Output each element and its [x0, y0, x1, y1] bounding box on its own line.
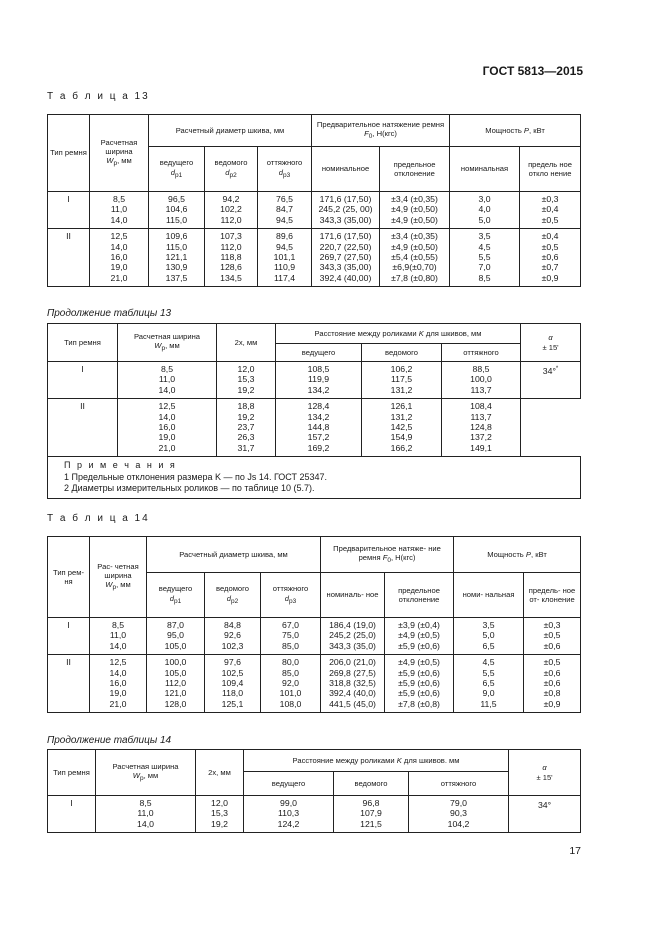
table-cell: 92,0 [261, 678, 321, 688]
col-power-limit: предель- ное от- клонение [524, 573, 581, 618]
table-cell: 128,4 [276, 399, 362, 412]
table-cell: 245,2 (25,0) [321, 630, 385, 640]
table-cell: 119,9 [276, 374, 362, 384]
table-cell: 19,0 [118, 432, 217, 442]
table-cell: 343,3 (35,00) [312, 262, 380, 272]
table-cell: 14,0 [90, 641, 147, 655]
table-cell: ±3,4 (±0,35) [380, 192, 450, 205]
col-power-group: Мощность P, кВт [450, 115, 581, 147]
table-cell: 11,0 [90, 630, 147, 640]
table-cell: 392,4 (40,00) [312, 273, 380, 287]
table-row [48, 678, 581, 688]
table-cell: 108,0 [261, 699, 321, 713]
alpha-cell: 34°* [521, 362, 581, 399]
table-cell: 8,5 [90, 192, 149, 205]
table-cell: 21,0 [90, 273, 149, 287]
table-cell: 92,6 [205, 630, 261, 640]
col-driven: ведомого [362, 344, 442, 362]
col-tension-limit: предельное отклонение [385, 573, 454, 618]
col-tension-nominal: номиналь- ное [321, 573, 385, 618]
table-cell: ±4,9 (±0,50) [380, 215, 450, 229]
table-cell: 108,5 [276, 362, 362, 375]
table-row [48, 412, 581, 422]
table-cell: 9,0 [454, 688, 524, 698]
table-cell: 245,2 (25, 00) [312, 204, 380, 214]
table-cell: 99,0 [244, 796, 334, 809]
table-cell: 19,0 [90, 688, 147, 698]
table-row [48, 699, 581, 713]
table-cell: 5,0 [450, 215, 520, 229]
col-diameter-group: Расчетный диаметр шкива, мм [149, 115, 312, 147]
table-cell: 14,0 [118, 412, 217, 422]
table-cell: ±0,7 [520, 262, 581, 272]
table13-group-2 [48, 229, 581, 287]
table-cell: 3,5 [450, 229, 520, 242]
table-cell: 124,8 [442, 422, 521, 432]
table-cell: ±0,6 [524, 678, 581, 688]
col-driven: ведомого dр2 [205, 573, 261, 618]
table-cell: ±6,9(±0,70) [380, 262, 450, 272]
col-width: Расчетная ширина Wp, мм [118, 324, 217, 362]
table-cell: 5,5 [450, 252, 520, 262]
table-cell: ±7,8 (±0,8) [385, 699, 454, 713]
table-cell: ±5,9 (±0,6) [385, 678, 454, 688]
table-cell: 79,0 [409, 796, 509, 809]
col-alpha: α ± 15' [521, 324, 581, 362]
col-2x: 2x, мм [196, 750, 244, 796]
belt-type-cell: II [48, 655, 90, 713]
col-driving: ведущего dр1 [149, 147, 205, 192]
table-row [48, 618, 581, 631]
table-cell: 112,0 [205, 215, 258, 229]
col-belt-type: Тип ремня [48, 750, 96, 796]
col-distance-group: Расстояние между роликами K для шкивов. мм [244, 750, 509, 772]
table13-group-1 [48, 192, 581, 229]
table-cell: ±0,5 [520, 215, 581, 229]
table-cell: 94,5 [258, 215, 312, 229]
table-cell: ±4,9 (±0,50) [380, 242, 450, 252]
table13-continuation-caption: Продолжение таблицы 13 [47, 308, 172, 319]
table-cell: 67,0 [261, 618, 321, 631]
belt-type-cell: I [48, 618, 90, 655]
col-driven: ведомого dр2 [205, 147, 258, 192]
col-width: Расчетная ширина Wp, мм [90, 115, 149, 192]
col-power-limit: предель ное откло нение [520, 147, 581, 192]
table-cell: ±4,9 (±0,5) [385, 655, 454, 668]
table-cell: 5,5 [454, 668, 524, 678]
table-cell: ±7,8 (±0,80) [380, 273, 450, 287]
table-cell: 11,5 [454, 699, 524, 713]
table-cell: 16,0 [90, 678, 147, 688]
table-cell: 8,5 [90, 618, 147, 631]
note-2: 2 Диаметры измерительных роликов — по таблице 10 (5.7). [64, 483, 315, 494]
table-cell: 7,0 [450, 262, 520, 272]
table-cell: 4,5 [454, 655, 524, 668]
table-cell: 112,0 [205, 242, 258, 252]
table-cell: 392,4 (40,0) [321, 688, 385, 698]
table-cell: 8,5 [450, 273, 520, 287]
table-row [48, 399, 581, 412]
col-tension-nominal: номинальное [312, 147, 380, 192]
col-width: Рас- четная ширина Wp, мм [90, 537, 147, 618]
col-power-nominal: номинальная [450, 147, 520, 192]
belt-type-cell: I [48, 362, 118, 399]
table-cell: 14,0 [96, 819, 196, 833]
table-cell: 94,5 [258, 242, 312, 252]
table-cell: 11,0 [90, 204, 149, 214]
table-cell: 87,0 [147, 618, 205, 631]
table-cell: ±0,6 [524, 668, 581, 678]
table13 [47, 114, 581, 287]
table-cell: ±0,9 [524, 699, 581, 713]
table13-continuation [47, 323, 581, 499]
table-cell: 94,2 [205, 192, 258, 205]
table-cell: 95,0 [147, 630, 205, 640]
col-width: Расчетная ширина Wp, мм [96, 750, 196, 796]
table13-continuation-group-2 [48, 399, 581, 457]
table-cell: 89,6 [258, 229, 312, 242]
table-cell: 12,0 [217, 362, 276, 375]
table-cell: 100,0 [147, 655, 205, 668]
table-cell: 149,1 [442, 443, 521, 457]
table-cell: 118,0 [205, 688, 261, 698]
table-cell: 8,5 [118, 362, 217, 375]
table-cell: ±0,4 [520, 229, 581, 242]
col-distance-group: Расстояние между роликами K для шкивов, мм [276, 324, 521, 344]
table-cell: ±0,6 [520, 252, 581, 262]
notes-title: П р и м е ч а н и я [64, 460, 177, 471]
col-belt-type: Тип ремня [48, 324, 118, 362]
table-cell: 110,9 [258, 262, 312, 272]
page-number: 17 [569, 845, 581, 857]
table-cell: 137,5 [149, 273, 205, 287]
table-cell: 14,0 [118, 385, 217, 399]
table-cell: ±0,3 [520, 192, 581, 205]
table-cell: ±5,4 (±0,55) [380, 252, 450, 262]
table-cell: ±3,4 (±0,35) [380, 229, 450, 242]
table-cell: 144,8 [276, 422, 362, 432]
table-cell: 102,5 [205, 668, 261, 678]
table-row [48, 204, 581, 214]
table-cell: 19,2 [217, 385, 276, 399]
table-cell: 102,3 [205, 641, 261, 655]
table-cell: 115,0 [149, 242, 205, 252]
table-cell: 8,5 [96, 796, 196, 809]
table-cell: 15,3 [217, 374, 276, 384]
table14 [47, 536, 581, 713]
table-cell: 157,2 [276, 432, 362, 442]
table-cell: 130,9 [149, 262, 205, 272]
table-row [48, 215, 581, 229]
table-cell: 131,2 [362, 412, 442, 422]
table-cell: ±4,9 (±0,50) [380, 204, 450, 214]
table-cell: 19,0 [90, 262, 149, 272]
table-cell: 96,8 [334, 796, 409, 809]
table-cell: 26,3 [217, 432, 276, 442]
table-cell: 134,2 [276, 412, 362, 422]
table-cell: 318,8 (32,5) [321, 678, 385, 688]
table-row [48, 385, 581, 399]
table-cell: 117,5 [362, 374, 442, 384]
table-row [48, 422, 581, 432]
table-cell: 14,0 [90, 242, 149, 252]
table-row [48, 443, 581, 457]
col-alpha: α ± 15' [509, 750, 581, 796]
table-cell: 113,7 [442, 412, 521, 422]
col-diameter-group: Расчетный диаметр шкива, мм [147, 537, 321, 573]
table-cell: 109,4 [205, 678, 261, 688]
table-cell: 18,8 [217, 399, 276, 412]
table-cell: 101,1 [258, 252, 312, 262]
table-cell: ±0,5 [524, 655, 581, 668]
table-cell: 115,0 [149, 215, 205, 229]
table-cell: 23,7 [217, 422, 276, 432]
table-cell: 31,7 [217, 443, 276, 457]
table-cell: 105,0 [147, 641, 205, 655]
table-cell: ±0,5 [520, 242, 581, 252]
table-cell: ±0,9 [520, 273, 581, 287]
col-power-group: Мощность P, кВт [454, 537, 581, 573]
table-cell: ±0,4 [520, 204, 581, 214]
col-tension-limit: предельное отклонение [380, 147, 450, 192]
belt-type-cell: I [48, 796, 96, 833]
table13-caption: Т а б л и ц а 13 [47, 91, 150, 102]
table13-continuation-group-1 [48, 362, 581, 399]
table-cell: 169,2 [276, 443, 362, 457]
col-belt-type: Тип ремня [48, 115, 90, 192]
table-cell: 108,4 [442, 399, 521, 412]
table-cell: 21,0 [118, 443, 217, 457]
table-cell: 101,0 [261, 688, 321, 698]
table-row [48, 374, 581, 384]
col-power-nominal: номи- нальная [454, 573, 524, 618]
table-cell: 19,2 [196, 819, 244, 833]
belt-type-cell: II [48, 229, 90, 287]
table-row [48, 192, 581, 205]
col-2x: 2x, мм [217, 324, 276, 362]
table-cell: 75,0 [261, 630, 321, 640]
table-cell: 12,0 [196, 796, 244, 809]
table-row [48, 252, 581, 262]
table14-group-2 [48, 655, 581, 713]
table-cell: 128,0 [147, 699, 205, 713]
table-cell: 125,1 [205, 699, 261, 713]
table-cell: ±0,5 [524, 630, 581, 640]
table-cell: 134,2 [276, 385, 362, 399]
table-cell: 220,7 (22,50) [312, 242, 380, 252]
table-cell: 6,5 [454, 678, 524, 688]
table-row [48, 796, 581, 809]
col-driven: ведомого [334, 772, 409, 796]
table-cell: 171,6 (17,50) [312, 192, 380, 205]
col-idler: оттяжного [409, 772, 509, 796]
table-cell: 269,8 (27,5) [321, 668, 385, 678]
table-cell: ±5,9 (±0,6) [385, 688, 454, 698]
table-cell: 4,0 [450, 204, 520, 214]
table-cell: 11,0 [118, 374, 217, 384]
table-row [48, 229, 581, 242]
table-cell: 5,0 [454, 630, 524, 640]
table-cell: 343,3 (35,00) [312, 215, 380, 229]
table-cell: 107,9 [334, 808, 409, 818]
table-cell: 206,0 (21,0) [321, 655, 385, 668]
table-row [48, 688, 581, 698]
table-cell: 15,3 [196, 808, 244, 818]
table-row [48, 262, 581, 272]
table-cell: 80,0 [261, 655, 321, 668]
table-cell: 166,2 [362, 443, 442, 457]
table-cell: 121,5 [334, 819, 409, 833]
table-cell: 113,7 [442, 385, 521, 399]
table-cell: 11,0 [96, 808, 196, 818]
table-row [48, 668, 581, 678]
table-cell: 124,2 [244, 819, 334, 833]
table-cell: 14,0 [90, 668, 147, 678]
table-cell: 126,1 [362, 399, 442, 412]
table-cell: 12,5 [90, 655, 147, 668]
table-cell: 104,2 [409, 819, 509, 833]
table-cell: ±0,8 [524, 688, 581, 698]
table14-continuation-caption: Продолжение таблицы 14 [47, 735, 172, 746]
table-cell: 21,0 [90, 699, 147, 713]
table-cell: 441,5 (45,0) [321, 699, 385, 713]
col-idler: оттяжного [442, 344, 521, 362]
table14-continuation-group-1 [48, 796, 581, 833]
table-cell: 343,3 (35,0) [321, 641, 385, 655]
table-cell: 142,5 [362, 422, 442, 432]
table-cell: 110,3 [244, 808, 334, 818]
table-cell: 6,5 [454, 641, 524, 655]
table-cell: 84,7 [258, 204, 312, 214]
table-cell: 16,0 [90, 252, 149, 262]
col-driving: ведущего [276, 344, 362, 362]
table-cell: 97,6 [205, 655, 261, 668]
table-cell: 19,2 [217, 412, 276, 422]
table-cell: 90,3 [409, 808, 509, 818]
table-cell: 117,4 [258, 273, 312, 287]
table-cell: 3,5 [454, 618, 524, 631]
table-cell: 4,5 [450, 242, 520, 252]
table-cell: 88,5 [442, 362, 521, 375]
table-cell: 102,2 [205, 204, 258, 214]
table-row [48, 242, 581, 252]
table-cell: 76,5 [258, 192, 312, 205]
table-cell: 137,2 [442, 432, 521, 442]
table-cell: 134,5 [205, 273, 258, 287]
note-1: 1 Предельные отклонения размера K — по Js 14. ГОСТ 25347. [64, 471, 328, 482]
table-cell: 107,3 [205, 229, 258, 242]
belt-type-cell: II [48, 399, 118, 457]
table-row [48, 630, 581, 640]
table-cell: 16,0 [118, 422, 217, 432]
table-cell: ±5,9 (±0,6) [385, 641, 454, 655]
col-driving: ведущего [244, 772, 334, 796]
table-cell: 104,6 [149, 204, 205, 214]
table-cell: 3,0 [450, 192, 520, 205]
table-cell: ±4,9 (±0,5) [385, 630, 454, 640]
table-cell: 269,7 (27,50) [312, 252, 380, 262]
table-row [48, 808, 581, 818]
table-cell: 154,9 [362, 432, 442, 442]
table-cell: ±3,9 (±0,4) [385, 618, 454, 631]
table14-caption: Т а б л и ц а 14 [47, 513, 150, 524]
table-cell: 131,2 [362, 385, 442, 399]
table13-notes [48, 457, 581, 499]
table-row [48, 432, 581, 442]
table-cell: 186,4 (19,0) [321, 618, 385, 631]
col-driving: ведущего dр1 [147, 573, 205, 618]
table-row [48, 819, 581, 833]
table-cell: ±0,6 [524, 641, 581, 655]
table-cell: 14,0 [90, 215, 149, 229]
table-cell: 105,0 [147, 668, 205, 678]
table-cell: 121,1 [149, 252, 205, 262]
document-code: ГОСТ 5813—2015 [482, 64, 583, 78]
table-cell: 100,0 [442, 374, 521, 384]
alpha-cell: 34° [509, 796, 581, 833]
col-idler: оттяжного dр3 [258, 147, 312, 192]
table-cell: ±5,9 (±0,6) [385, 668, 454, 678]
table-cell: 85,0 [261, 641, 321, 655]
col-belt-type: Тип рем- ня [48, 537, 90, 618]
table-cell: 121,0 [147, 688, 205, 698]
table14-continuation [47, 749, 581, 833]
table-cell: 112,0 [147, 678, 205, 688]
table-row [48, 273, 581, 287]
table-cell: 85,0 [261, 668, 321, 678]
table-cell: 12,5 [90, 229, 149, 242]
col-tension-group: Предварительное натяжение ремня F0, Н(кгс) [312, 115, 450, 147]
col-idler: оттяжного dр3 [261, 573, 321, 618]
table-row [48, 655, 581, 668]
table-cell: 84,8 [205, 618, 261, 631]
table-cell: 109,6 [149, 229, 205, 242]
table-cell: 106,2 [362, 362, 442, 375]
table-cell: 171,6 (17,50) [312, 229, 380, 242]
belt-type-cell: I [48, 192, 90, 229]
table-row [48, 362, 581, 375]
table14-group-1 [48, 618, 581, 655]
table-cell: 118,8 [205, 252, 258, 262]
table-cell: 96,5 [149, 192, 205, 205]
table-cell: 12,5 [118, 399, 217, 412]
table-row [48, 641, 581, 655]
table-cell: 128,6 [205, 262, 258, 272]
table-cell: ±0,3 [524, 618, 581, 631]
col-tension-group: Предварительное натяже- ние ремня F0, Н(кгс) [321, 537, 454, 573]
